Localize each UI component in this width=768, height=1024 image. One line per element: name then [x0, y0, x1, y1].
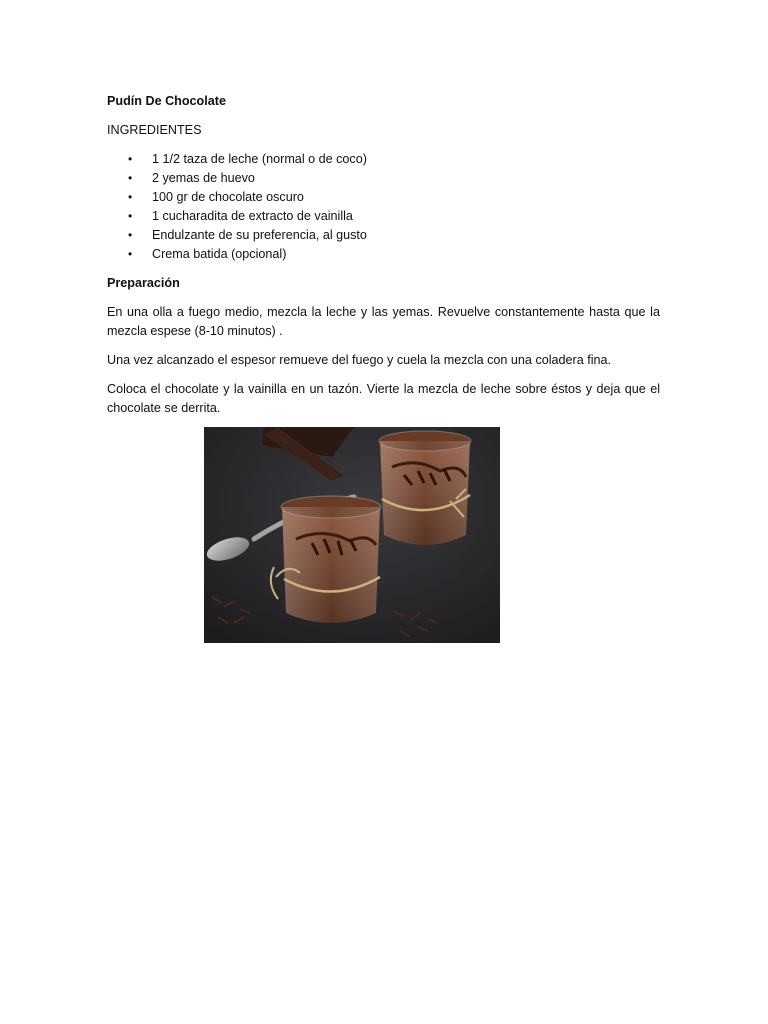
list-item	[107, 150, 660, 169]
ingredients-list	[107, 150, 660, 264]
list-item	[107, 188, 660, 207]
preparation-paragraph: Una vez alcanzado el espesor remueve del fuego y cuela la mezcla con una coladera fina.	[107, 353, 612, 367]
front-glass	[271, 496, 381, 623]
ingredient-text: 100 gr de chocolate oscuro	[152, 190, 304, 204]
pudding-illustration	[204, 427, 500, 643]
bullet-icon: •	[128, 247, 133, 261]
recipe-content	[107, 92, 660, 428]
list-item	[107, 245, 660, 264]
preparation-heading: Preparación	[107, 276, 180, 290]
back-glass	[379, 431, 471, 545]
recipe-title: Pudín De Chocolate	[107, 94, 226, 108]
bullet-icon: •	[128, 209, 133, 223]
bullet-icon: •	[128, 171, 133, 185]
bullet-icon: •	[128, 152, 133, 166]
preparation-paragraph: En una olla a fuego medio, mezcla la leche y las yemas. Revuelve constantemente hasta que la mezcla espese (8-10 minutos) .	[107, 305, 660, 338]
ingredients-heading: INGREDIENTES	[107, 123, 202, 137]
ingredient-text: Crema batida (opcional)	[152, 247, 287, 261]
bullet-icon: •	[128, 190, 133, 204]
ingredient-text: 2 yemas de huevo	[152, 171, 255, 185]
list-item	[107, 226, 660, 245]
bullet-icon: •	[128, 228, 133, 242]
list-item	[107, 207, 660, 226]
ingredient-text: Endulzante de su preferencia, al gusto	[152, 228, 367, 242]
preparation-paragraph: Coloca el chocolate y la vainilla en un tazón. Vierte la mezcla de leche sobre éstos y deja que el chocolate se derrita.	[107, 382, 660, 415]
ingredient-text: 1 1/2 taza de leche (normal o de coco)	[152, 152, 367, 166]
chocolate-pudding-photo	[204, 427, 500, 643]
list-item	[107, 169, 660, 188]
ingredient-text: 1 cucharadita de extracto de vainilla	[152, 209, 353, 223]
